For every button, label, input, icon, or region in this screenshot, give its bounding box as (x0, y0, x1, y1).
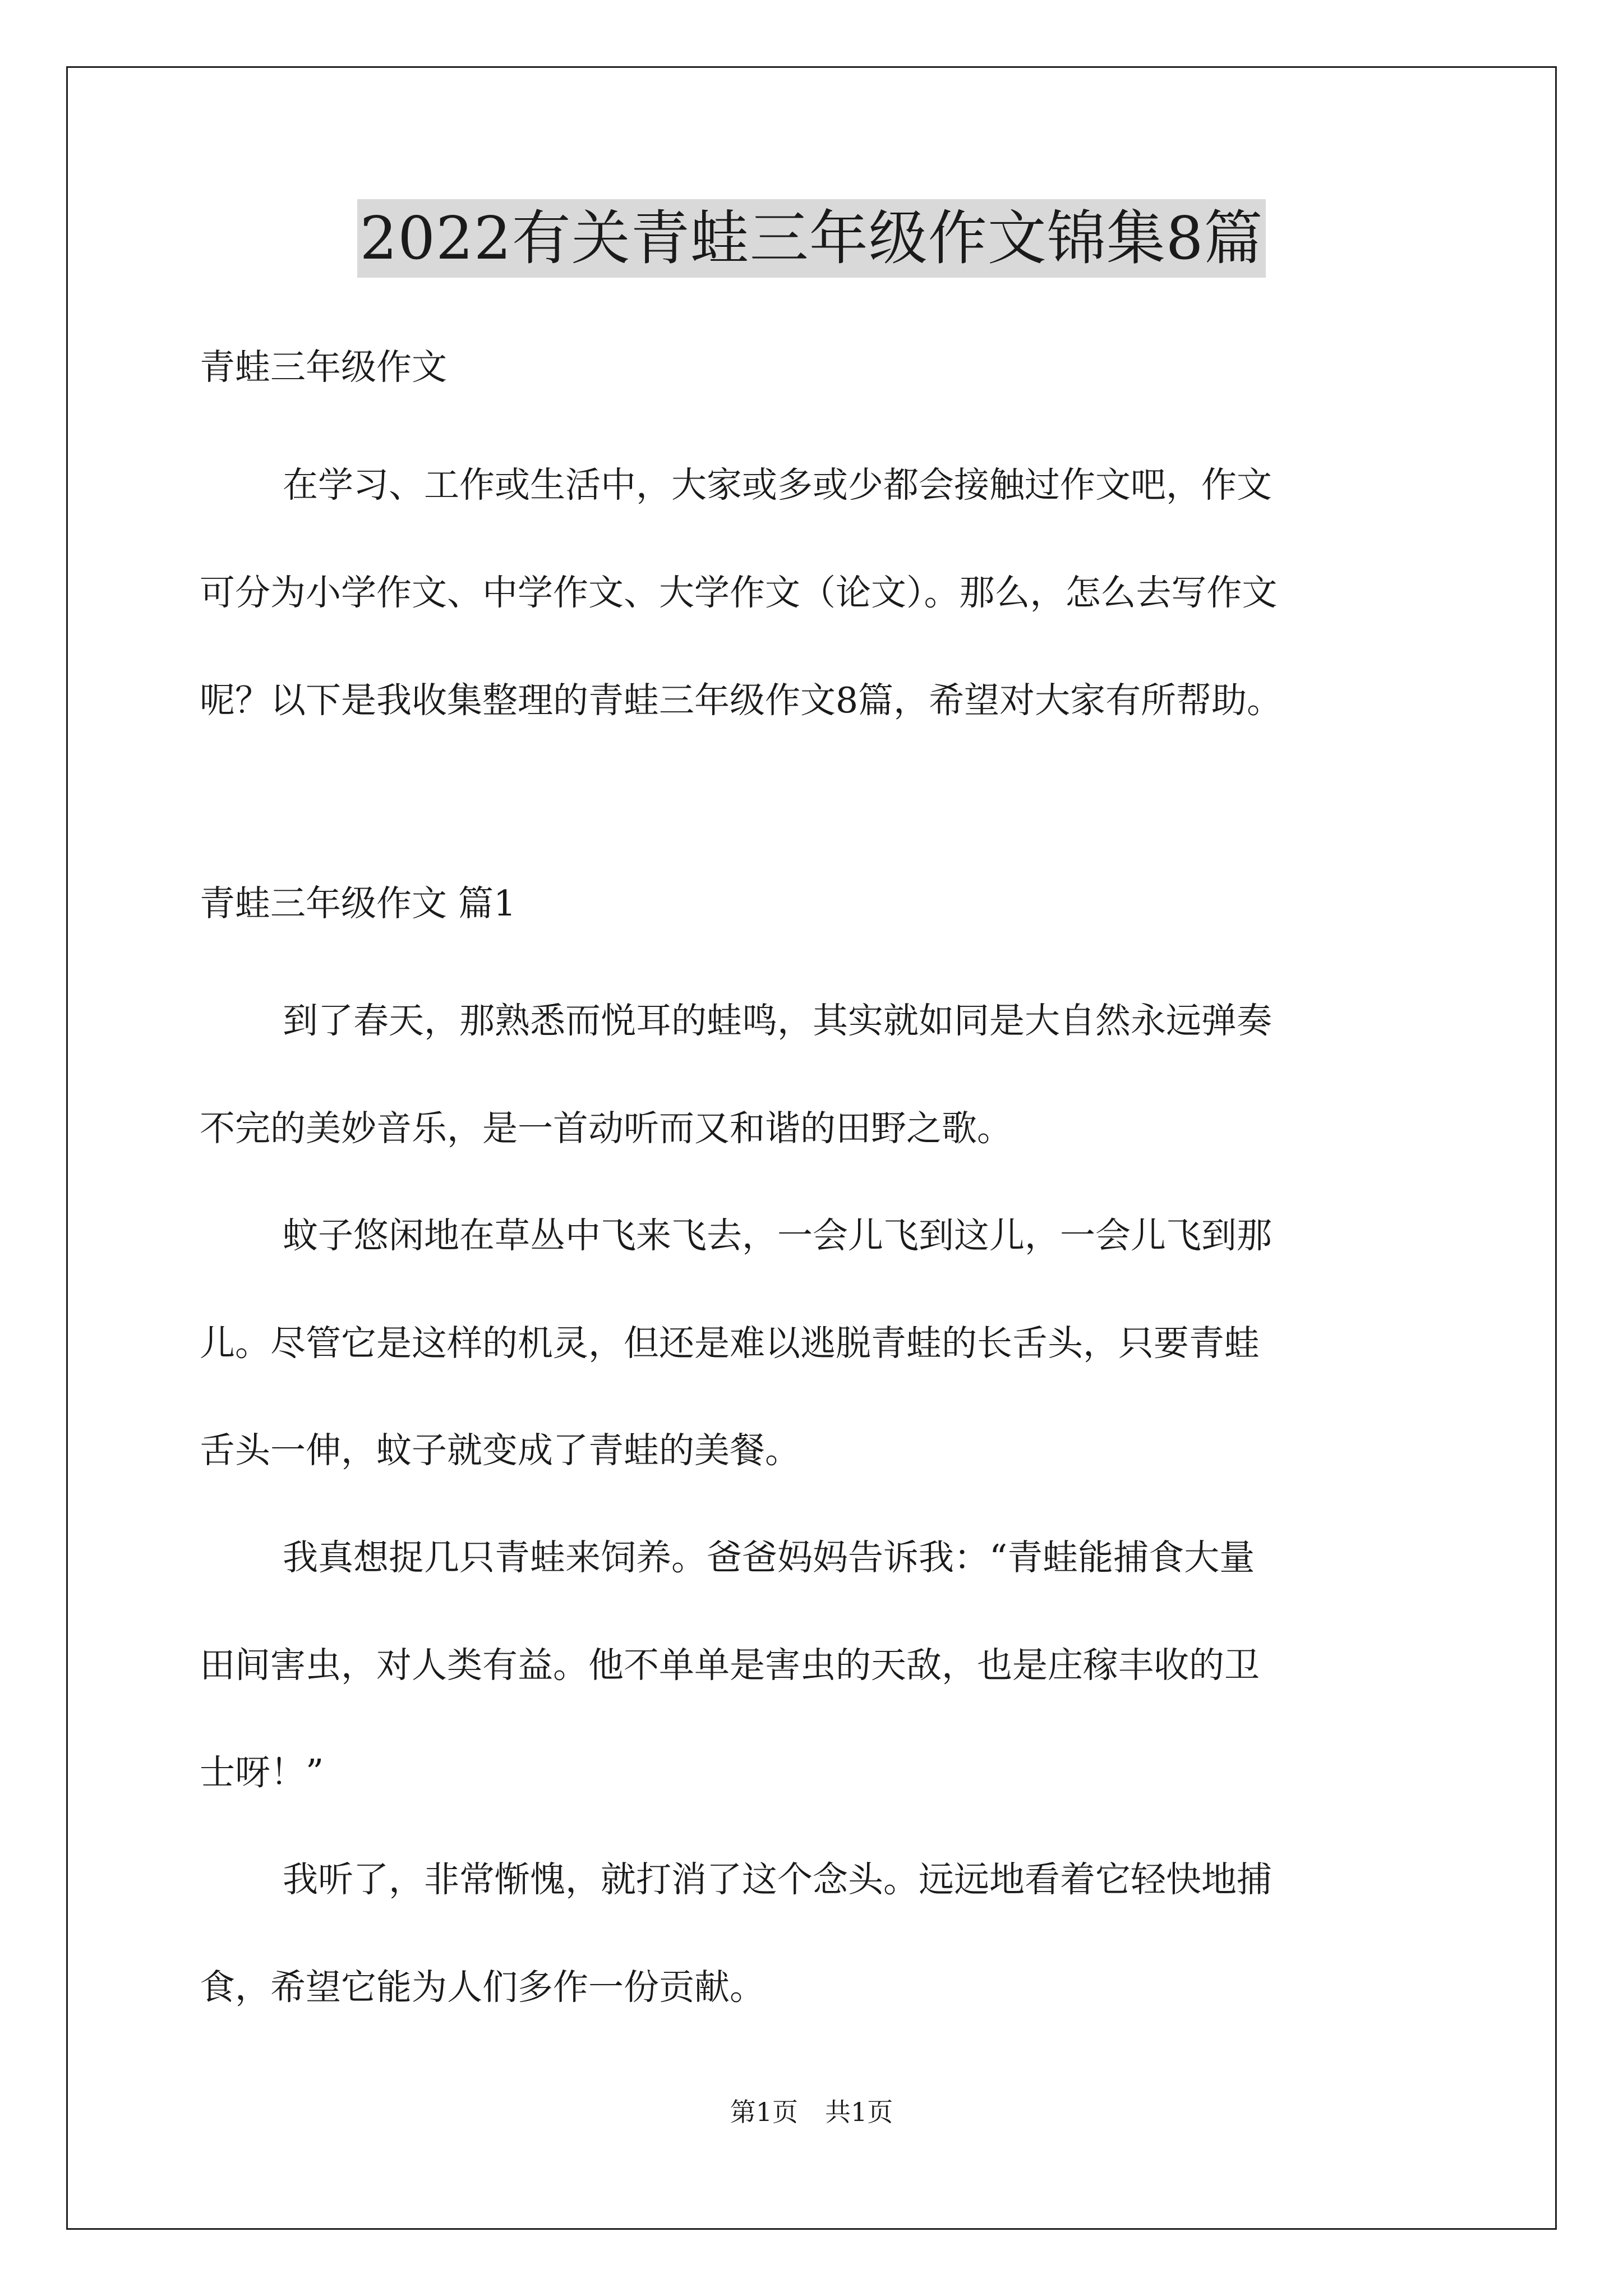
intro-paragraph-line: 在学习、工作或生活中，大家或多或少都会接触过作文吧，作文 (283, 464, 1272, 505)
paragraph-line: 儿。尽管它是这样的机灵，但还是难以逃脱青蛙的长舌头，只要青蛙 (200, 1323, 1260, 1364)
page-total: 共1页 (825, 2097, 893, 2127)
paragraph-line: 不完的美妙音乐，是一首动听而又和谐的田野之歌。 (200, 1108, 1012, 1149)
document-title: 2022有关青蛙三年级作文锦集8篇 (357, 199, 1265, 278)
essay-heading: 青蛙三年级作文 篇1 (200, 883, 517, 924)
paragraph-line: 到了春天，那熟悉而悦耳的蛙鸣，其实就如同是大自然永远弹奏 (283, 1000, 1272, 1041)
paragraph-line: 田间害虫，对人类有益。他不单单是害虫的天敌，也是庄稼丰收的卫 (200, 1645, 1260, 1686)
intro-paragraph-line: 可分为小学作文、中学作文、大学作文（论文）。那么，怎么去写作文 (200, 572, 1278, 613)
page-footer (0, 2095, 1623, 2129)
intro-paragraph-line: 呢？以下是我收集整理的青蛙三年级作文8篇，希望对大家有所帮助。 (200, 680, 1283, 721)
section-heading: 青蛙三年级作文 (200, 347, 447, 388)
paragraph-line: 我真想捉几只青蛙来饲养。爸爸妈妈告诉我：“青蛙能捕食大量 (283, 1537, 1255, 1578)
paragraph-line: 士呀！” (200, 1752, 324, 1793)
page-number: 第1页 (730, 2097, 798, 2127)
paragraph-line: 舌头一伸，蚊子就变成了青蛙的美餐。 (200, 1430, 800, 1471)
paragraph-line: 我听了，非常惭愧，就打消了这个念头。远远地看着它轻快地捕 (283, 1859, 1272, 1900)
title-container (0, 199, 1623, 278)
paragraph-line: 食，希望它能为人们多作一份贡献。 (200, 1967, 765, 2008)
paragraph-line: 蚊子悠闲地在草丛中飞来飞去，一会儿飞到这儿，一会儿飞到那 (283, 1215, 1272, 1256)
